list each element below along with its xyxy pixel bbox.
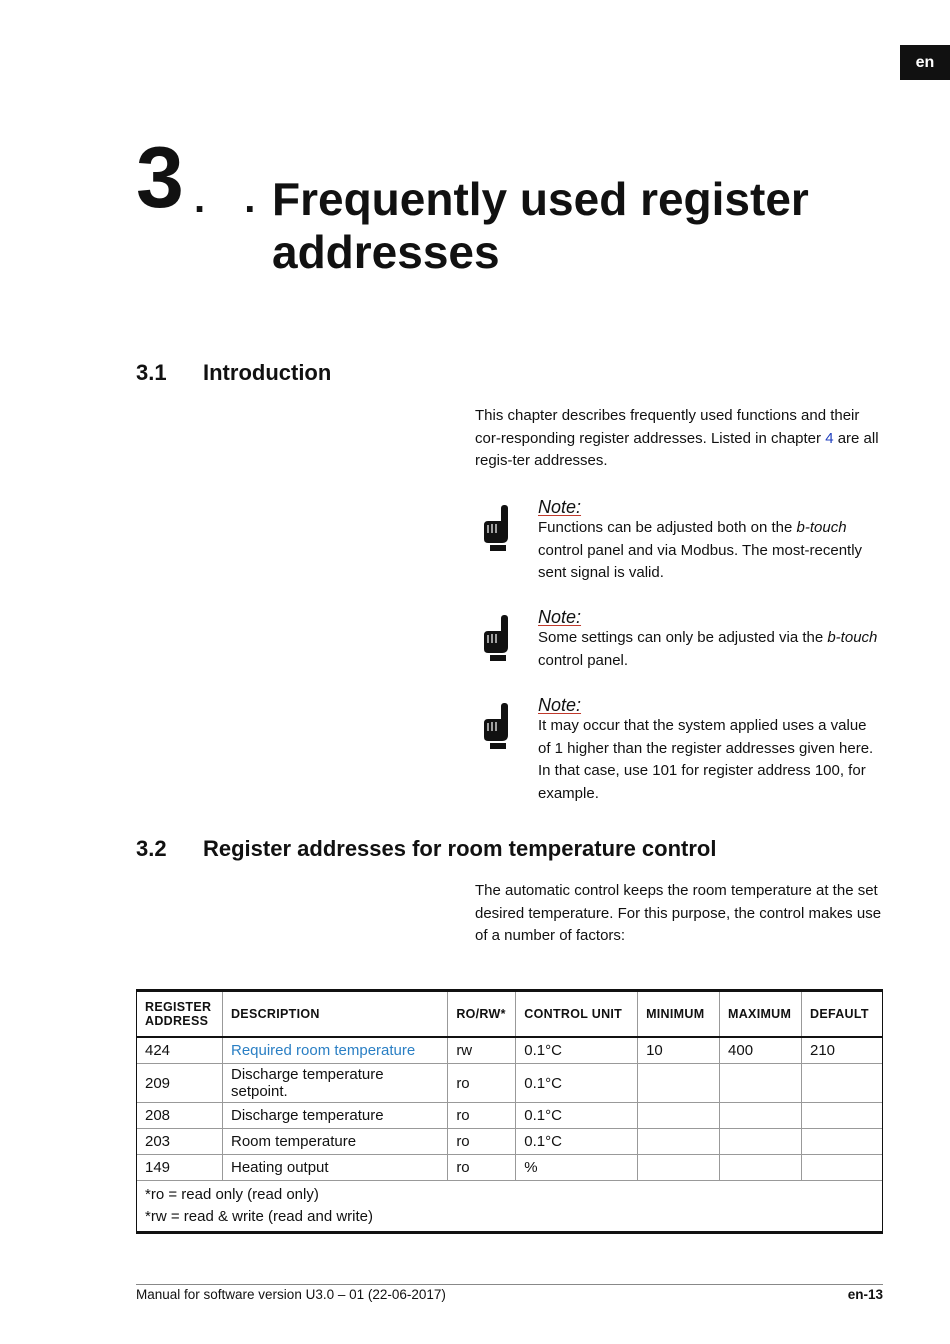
chapter-title-line2: addresses: [272, 226, 500, 278]
note-label: Note:: [538, 695, 582, 715]
header-control-unit: CONTROL UNIT: [516, 991, 638, 1038]
chapter-number: 3: [136, 130, 184, 226]
cell-max: [720, 1064, 802, 1103]
cell-max: 400: [720, 1037, 802, 1064]
cell-min: [638, 1129, 720, 1155]
cell-address: 149: [137, 1155, 223, 1181]
cell-rorw: ro: [448, 1103, 516, 1129]
header-rorw: RO/RW*: [448, 991, 516, 1038]
cell-min: 10: [638, 1037, 720, 1064]
cell-address: 208: [137, 1103, 223, 1129]
header-default: DEFAULT: [802, 991, 883, 1038]
intro-text: This chapter describes frequently used functions and their cor-responding register addresses. Listed in chapter: [475, 407, 860, 447]
table-footnotes: [137, 1181, 883, 1233]
header-register-address: REGISTER ADDRESS: [137, 991, 223, 1038]
section-title: Introduction: [203, 360, 332, 385]
table-row: [137, 1155, 883, 1181]
cell-max: [720, 1103, 802, 1129]
intro-text-end: are all regis-ter addresses.: [475, 429, 879, 469]
cell-unit: 0.1°C: [516, 1064, 638, 1103]
cell-default: [802, 1129, 883, 1155]
table-row: [137, 1064, 883, 1103]
cell-address: 209: [137, 1064, 223, 1103]
section-heading-introduction: [136, 360, 331, 386]
cell-min: [638, 1103, 720, 1129]
section-heading-room-temperature: [136, 836, 716, 862]
note-label: Note:: [538, 497, 582, 517]
cell-rorw: ro: [448, 1155, 516, 1181]
cell-min: [638, 1064, 720, 1103]
footer-page-number: en-13: [847, 1287, 883, 1302]
table-row: [137, 1037, 883, 1064]
chapter-dots: . .: [194, 177, 270, 221]
table-row: [137, 1129, 883, 1155]
section-title: Register addresses for room temperature control: [203, 836, 717, 861]
register-table: [136, 989, 883, 1234]
cell-min: [638, 1155, 720, 1181]
chapter-reference-link[interactable]: 4: [825, 429, 834, 447]
cell-description: Discharge temperature: [222, 1103, 447, 1129]
note-text: It may occur that the system applied uses a value of 1 higher than the register addresses given here. In that case, use 101 for register address 100, for example.: [538, 717, 874, 802]
chapter-title-line1: Frequently used register: [272, 173, 809, 225]
cell-max: [720, 1129, 802, 1155]
footnote-rw: *rw = read & write (read and write): [145, 1208, 374, 1225]
section2-paragraph: The automatic control keeps the room temperature at the set desired temperature. For this purpose, the control makes use of a number of factors:: [475, 882, 882, 944]
section-number: 3.1: [136, 360, 167, 385]
table-row: [137, 1103, 883, 1129]
cell-default: [802, 1155, 883, 1181]
cell-default: [802, 1064, 883, 1103]
note-label: Note:: [538, 607, 582, 627]
note-text: Some settings can only be adjusted via the b-touch control panel.: [538, 629, 878, 669]
cell-max: [720, 1155, 802, 1181]
chapter-title: [272, 173, 872, 279]
table-footnote-row: [137, 1181, 883, 1233]
cell-description: Room temperature: [222, 1129, 447, 1155]
cell-address: 203: [137, 1129, 223, 1155]
cell-description[interactable]: [222, 1037, 447, 1064]
header-minimum: MINIMUM: [638, 991, 720, 1038]
header-description: DESCRIPTION: [222, 991, 447, 1038]
language-tab: en: [900, 45, 950, 80]
intro-paragraph: [475, 405, 885, 473]
cell-unit: 0.1°C: [516, 1129, 638, 1155]
cell-default: 210: [802, 1037, 883, 1064]
pointing-hand-icon: [480, 505, 514, 551]
footnote-ro: *ro = read only (read only): [145, 1186, 319, 1203]
pointing-hand-icon: [480, 703, 514, 749]
pointing-hand-icon: [480, 615, 514, 661]
cell-rorw: ro: [448, 1129, 516, 1155]
cell-description: Discharge temperature setpoint.: [222, 1064, 447, 1103]
header-maximum: MAXIMUM: [720, 991, 802, 1038]
table-header-row: [137, 991, 883, 1038]
section-number: 3.2: [136, 836, 167, 861]
cell-rorw: ro: [448, 1064, 516, 1103]
note-text: Functions can be adjusted both on the b-touch control panel and via Modbus. The most-recently sent signal is valid.: [538, 519, 863, 581]
cell-rorw: rw: [448, 1037, 516, 1064]
cell-unit: 0.1°C: [516, 1037, 638, 1064]
required-room-temperature-link[interactable]: Required room temperature: [230, 1042, 416, 1059]
cell-unit: %: [516, 1155, 638, 1181]
cell-description: Heating output: [222, 1155, 447, 1181]
footer-manual-version: Manual for software version U3.0 – 01 (22-06-2017): [136, 1287, 446, 1302]
footer-divider: [136, 1284, 883, 1285]
cell-default: [802, 1103, 883, 1129]
cell-address: 424: [137, 1037, 223, 1064]
cell-unit: 0.1°C: [516, 1103, 638, 1129]
